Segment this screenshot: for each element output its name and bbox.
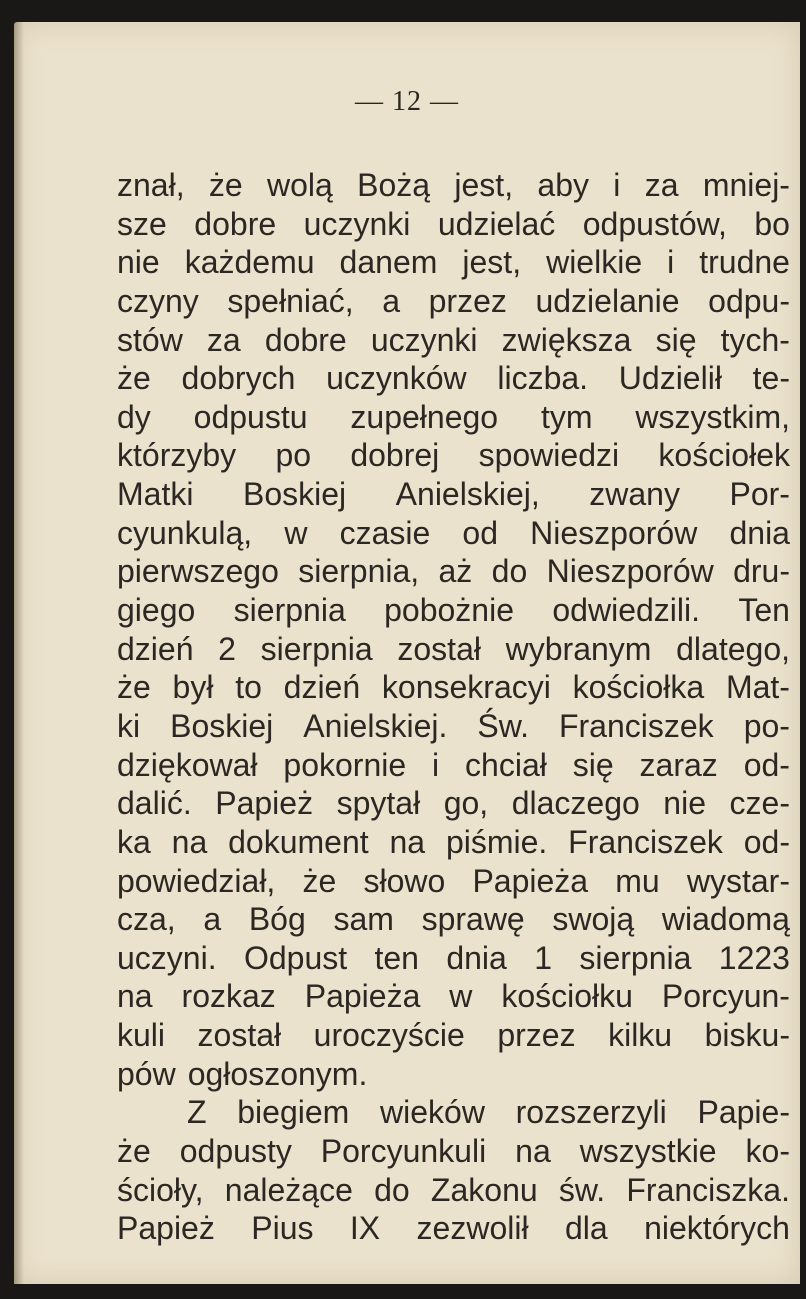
word: spełniać,: [227, 282, 354, 319]
word: dzień: [283, 669, 361, 706]
word: Ten: [738, 592, 790, 629]
word: Papież: [215, 785, 314, 822]
word: a: [382, 282, 401, 319]
text-line: [117, 823, 790, 862]
word: odpustów,: [582, 205, 727, 242]
word: Matki: [117, 476, 194, 513]
word: biegiem: [237, 1094, 350, 1131]
word: cza,: [117, 901, 176, 938]
word: piśmie.: [445, 823, 548, 860]
word: sierpnia,: [298, 553, 420, 590]
word: na: [515, 1133, 551, 1170]
word: św.: [558, 1171, 606, 1208]
text-line: [117, 939, 790, 978]
word: sprawę: [421, 901, 525, 938]
word: powiedział,: [117, 862, 276, 899]
word: Anielskiej,: [395, 476, 540, 513]
word: Franciszka.: [626, 1171, 790, 1208]
text-line: [117, 900, 790, 939]
word: giego: [117, 592, 196, 629]
word: Papież: [117, 1210, 215, 1247]
text-line: [117, 746, 790, 785]
word: kuli: [117, 1017, 166, 1054]
word: udzielanie: [535, 282, 680, 319]
word: stów: [117, 321, 183, 358]
word: rozszerzyli: [515, 1094, 667, 1131]
word: wieków: [380, 1094, 485, 1131]
text-line: [117, 707, 790, 746]
word: Boskiej: [170, 707, 274, 744]
word: konsekracyi: [381, 669, 551, 706]
text-line: [117, 321, 790, 360]
word: od-: [743, 746, 790, 783]
word: i: [667, 244, 675, 281]
word: ogłoszonym.: [187, 1055, 368, 1092]
word: wielkie: [546, 244, 643, 281]
word: niektórych: [644, 1210, 790, 1247]
word: Udzielił: [618, 360, 722, 397]
word: wybranym: [505, 630, 652, 667]
word: czyny: [117, 282, 199, 319]
text-line: [117, 1016, 790, 1055]
word: danem: [339, 244, 438, 281]
word: słowo: [363, 862, 446, 899]
text-line: [117, 552, 790, 591]
word: bisku-: [704, 1017, 790, 1054]
word: Franciszek: [568, 823, 723, 860]
word: każdemu: [184, 244, 315, 281]
text-line: [117, 514, 790, 553]
word: mu: [615, 862, 660, 899]
word: tym: [540, 398, 593, 435]
word: Nieszporów: [546, 553, 714, 590]
word: zupełnego: [350, 398, 499, 435]
word: dobre: [194, 205, 277, 242]
word: kościołku: [501, 978, 633, 1015]
word: udzielać: [437, 205, 556, 242]
word: to: [235, 669, 262, 706]
word: odwiedzili.: [552, 592, 700, 629]
word: bo: [754, 205, 790, 242]
word: cze-: [729, 785, 790, 822]
word: odpusty: [179, 1133, 292, 1170]
word: go,: [443, 785, 489, 822]
word: sierpnia: [233, 592, 346, 629]
text-line: [117, 475, 790, 514]
word: jest,: [462, 244, 522, 281]
word: za: [644, 167, 679, 203]
text-line: [117, 1093, 790, 1132]
word: dziękował: [117, 746, 258, 783]
word: się: [655, 321, 697, 358]
word: ki: [117, 707, 141, 744]
word: 1223: [718, 939, 790, 976]
word: do: [491, 553, 528, 590]
word: w: [449, 978, 473, 1015]
word: sierpnia: [579, 939, 692, 976]
word: ka: [117, 823, 151, 860]
text-line: [117, 668, 790, 707]
word: w: [284, 514, 308, 551]
word: Z: [187, 1094, 207, 1131]
word: dlaczego: [511, 785, 640, 822]
text-line: [117, 436, 790, 475]
word: ko-: [745, 1133, 790, 1170]
word: uroczyście: [313, 1017, 465, 1054]
word: dnia: [729, 514, 790, 551]
word: a: [203, 901, 222, 938]
word: nie: [117, 244, 160, 281]
word: Mat-: [725, 669, 790, 706]
word: dzień: [117, 630, 194, 667]
word: jest,: [454, 167, 514, 203]
text-line: [117, 630, 790, 669]
word: należące: [224, 1171, 353, 1208]
word: wiadomą: [661, 901, 790, 938]
word: czasie: [339, 514, 431, 551]
word: swoją: [552, 901, 635, 938]
word: odpustu: [193, 398, 308, 435]
word: spowiedzi: [478, 437, 620, 474]
word: odpu-: [708, 282, 790, 319]
page-gutter-shadow: [14, 22, 24, 1284]
word: IX: [349, 1210, 381, 1247]
word: przez: [428, 282, 507, 319]
word: i: [432, 746, 440, 783]
word: Papie-: [697, 1094, 790, 1131]
word: sze: [117, 205, 167, 242]
word: 1: [534, 939, 552, 976]
word: dokument: [228, 823, 369, 860]
word: po-: [743, 707, 790, 744]
word: że: [117, 360, 151, 397]
word: sierpnia: [260, 630, 373, 667]
word: Porcyun-: [661, 978, 790, 1015]
word: pów: [117, 1055, 176, 1092]
word: dlatego,: [676, 630, 790, 667]
word: się: [572, 746, 614, 783]
text-line: [117, 1171, 790, 1210]
word: sam: [333, 901, 394, 938]
word: liczba.: [497, 360, 589, 397]
word: zezwolił: [416, 1210, 529, 1247]
word: chciał: [465, 746, 547, 783]
word: Nieszporów: [530, 514, 698, 551]
word: uczynki: [303, 205, 411, 242]
word: dnia: [446, 939, 507, 976]
word: tych-: [720, 321, 790, 358]
word: że: [117, 1133, 151, 1170]
word: dalić.: [117, 785, 192, 822]
text-line: [117, 591, 790, 630]
word: rozkaz: [181, 978, 276, 1015]
word: pokornie: [283, 746, 407, 783]
word: Bożą: [357, 167, 431, 203]
word: od-: [743, 823, 790, 860]
word: nie: [663, 785, 706, 822]
word: kilku: [608, 1017, 673, 1054]
word: że: [302, 862, 337, 899]
text-line: [117, 359, 790, 398]
word: Św.: [477, 707, 529, 744]
word: uczynki: [370, 321, 478, 358]
word: cyunkulą,: [117, 514, 253, 551]
word: został: [397, 630, 481, 667]
word: Zakonu: [430, 1171, 538, 1208]
word: znał,: [117, 167, 185, 203]
word: uczynków: [326, 360, 467, 397]
word: wolą: [267, 167, 333, 203]
text-line: [117, 243, 790, 282]
word: Franciszek: [558, 707, 714, 744]
word: kościołek: [658, 437, 790, 474]
word: na: [171, 823, 208, 860]
word: te-: [752, 360, 790, 397]
word: uczyni.: [117, 939, 217, 976]
word: 2: [218, 630, 236, 667]
word: Papieża: [304, 978, 421, 1015]
word: mniej-: [702, 167, 790, 203]
text-line: [117, 205, 790, 244]
word: którzyby: [117, 437, 237, 474]
word: że: [117, 669, 151, 706]
word: od: [462, 514, 499, 551]
word: dobre: [264, 321, 347, 358]
word: Por-: [729, 476, 790, 513]
text-line: [117, 282, 790, 321]
word: Papieża: [472, 862, 589, 899]
word: Porcyunkuli: [320, 1133, 487, 1170]
word: ten: [374, 939, 419, 976]
word: na: [117, 978, 153, 1015]
word: zwany: [589, 476, 680, 513]
word: aż: [438, 553, 473, 590]
word: i: [613, 167, 621, 203]
word: spytał: [336, 785, 421, 822]
word: wszystkie: [579, 1133, 717, 1170]
word: Odpust: [243, 939, 348, 976]
word: dobrej: [350, 437, 440, 474]
text-line: [117, 784, 790, 823]
word: ścioły,: [117, 1171, 204, 1208]
word: Bóg: [248, 901, 306, 938]
word: aby: [537, 167, 589, 203]
word: zaraz: [639, 746, 718, 783]
text-line: [117, 977, 790, 1016]
body-text: [117, 166, 790, 1248]
word: pierwszego: [117, 553, 279, 590]
word: przez: [497, 1017, 576, 1054]
word: trudne: [699, 244, 790, 281]
word: pobożnie: [384, 592, 514, 629]
word: Pius: [251, 1210, 314, 1247]
text-line: [117, 862, 790, 901]
word: dla: [564, 1210, 608, 1247]
word: wszystkim,: [635, 398, 790, 435]
word: że: [208, 167, 243, 203]
word: dy: [117, 398, 151, 435]
word: kościołka: [572, 669, 705, 706]
text-line: [117, 1055, 790, 1094]
word: Boskiej: [242, 476, 347, 513]
word: dobrych: [181, 360, 296, 397]
word: za: [206, 321, 241, 358]
word: do: [374, 1171, 410, 1208]
text-line: [117, 1209, 790, 1248]
word: zwiększa: [501, 321, 632, 358]
text-line: [117, 398, 790, 437]
word: Anielskiej.: [303, 707, 448, 744]
word: wystar-: [686, 862, 790, 899]
word: po: [275, 437, 312, 474]
word: został: [197, 1017, 282, 1054]
word: był: [172, 669, 214, 706]
word: dru-: [733, 553, 790, 590]
text-line: [117, 1132, 790, 1171]
page-number: — 12 —: [355, 86, 459, 117]
word: na: [389, 823, 426, 860]
text-line: [117, 166, 790, 205]
book-page: [14, 22, 800, 1284]
